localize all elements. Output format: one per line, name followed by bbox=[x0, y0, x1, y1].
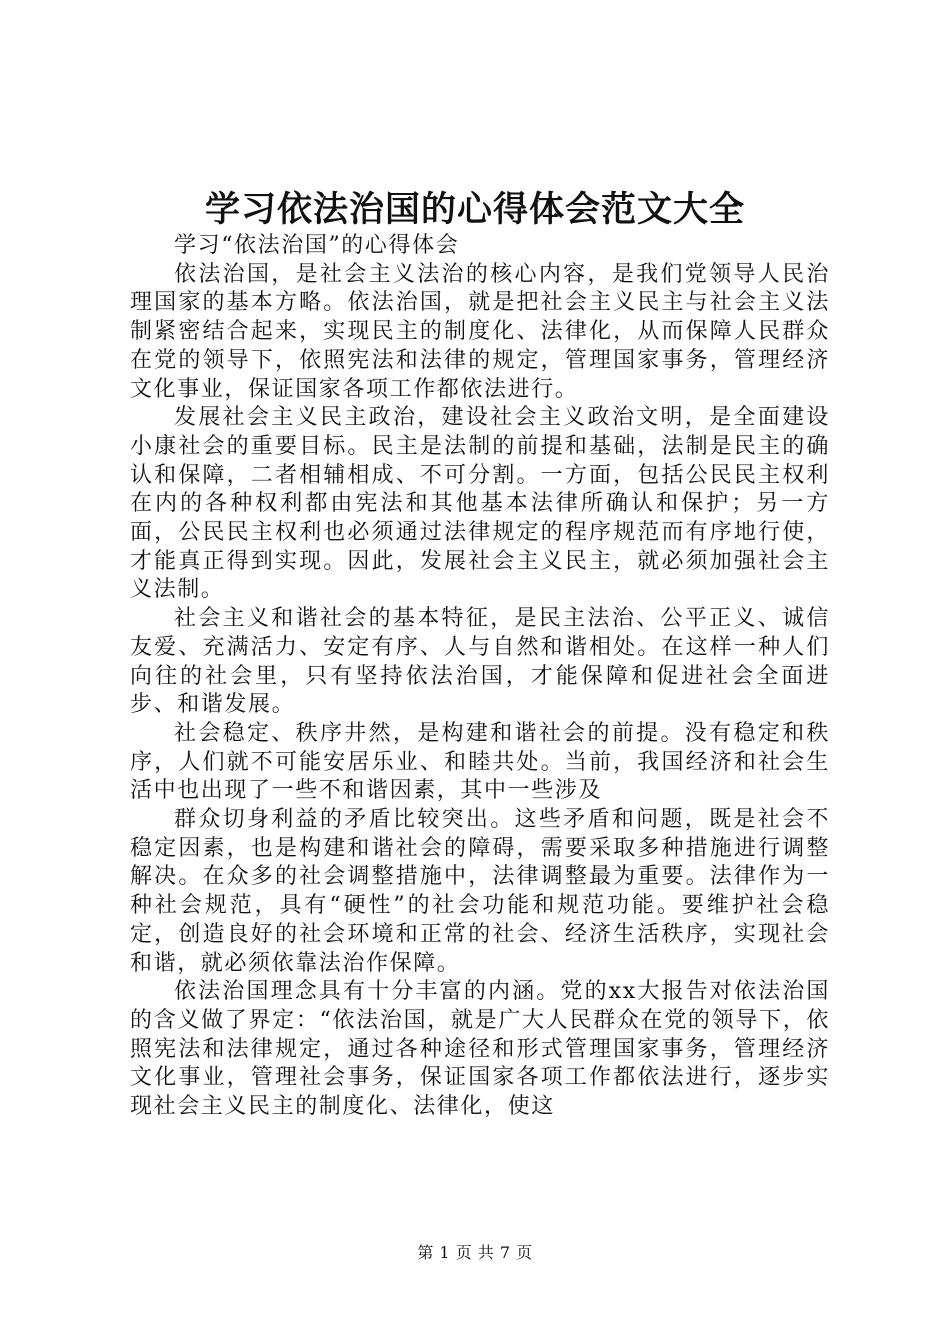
body-paragraph: 群众切身利益的矛盾比较突出。这些矛盾和问题，既是社会不稳定因素，也是构建和谐社会的障碍，需要采取多种措施进行调整解决。在众多的社会调整措施中，法律调整最为重要。法律作为一种社会规范，具有“硬性”的社会功能和规范功能。要维护社会稳定，创造良好的社会环境和正常的社会、经济生活秩序，实现社会和谐，就必须依靠法治作保障。 bbox=[130, 807, 830, 976]
page-number-footer: 第 1 页 共 7 页 bbox=[417, 1243, 533, 1262]
body-paragraph: 依法治国理念具有十分丰富的内涵。党的xx大报告对依法治国的含义做了界定：“依法治国，就是广大人民群众在党的领导下，依照宪法和法律规定，通过各种途径和形式管理国家事务，管理经济文化事业，管理社会事务，保证国家各项工作都依法进行，逐步实现社会主义民主的制度化、法律化，使这 bbox=[130, 979, 830, 1120]
body-paragraph: 社会主义和谐社会的基本特征，是民主法治、公平正义、诚信友爱、充满活力、安定有序、人与自然和谐相处。在这样一种人们向往的社会里，只有坚持依法治国，才能保障和促进社会全面进步、和谐发展。 bbox=[130, 606, 830, 718]
body-paragraph: 社会稳定、秩序井然，是构建和谐社会的前提。没有稳定和秩序，人们就不可能安居乐业、和睦共处。当前，我国经济和社会生活中也出现了一些不和谐因素，其中一些涉及 bbox=[130, 720, 830, 804]
document-title: 学习依法治国的心得体会范文大全 bbox=[204, 189, 745, 230]
subtitle-paragraph: 学习“依法治国”的心得体会 bbox=[174, 233, 460, 258]
body-paragraph: 依法治国，是社会主义法治的核心内容，是我们党领导人民治理国家的基本方略。依法治国，就是把社会主义民主与社会主义法制紧密结合起来，实现民主的制度化、法律化，从而保障人民群众在党的领导下，依照宪法和法律的规定，管理国家事务，管理经济文化事业，保证国家各项工作都依法进行。 bbox=[130, 261, 830, 402]
document-body bbox=[130, 232, 830, 1122]
body-paragraph: 发展社会主义民主政治，建设社会主义政治文明，是全面建设小康社会的重要目标。民主是法制的前提和基础，法制是民主的确认和保障，二者相辅相成、不可分割。一方面，包括公民民主权利在内的各种权利都由宪法和其他基本法律所确认和保护；另一方面，公民民主权利也必须通过法律规定的程序规范而有序地行使，才能真正得到实现。因此，发展社会主义民主，就必须加强社会主义法制。 bbox=[130, 405, 830, 603]
